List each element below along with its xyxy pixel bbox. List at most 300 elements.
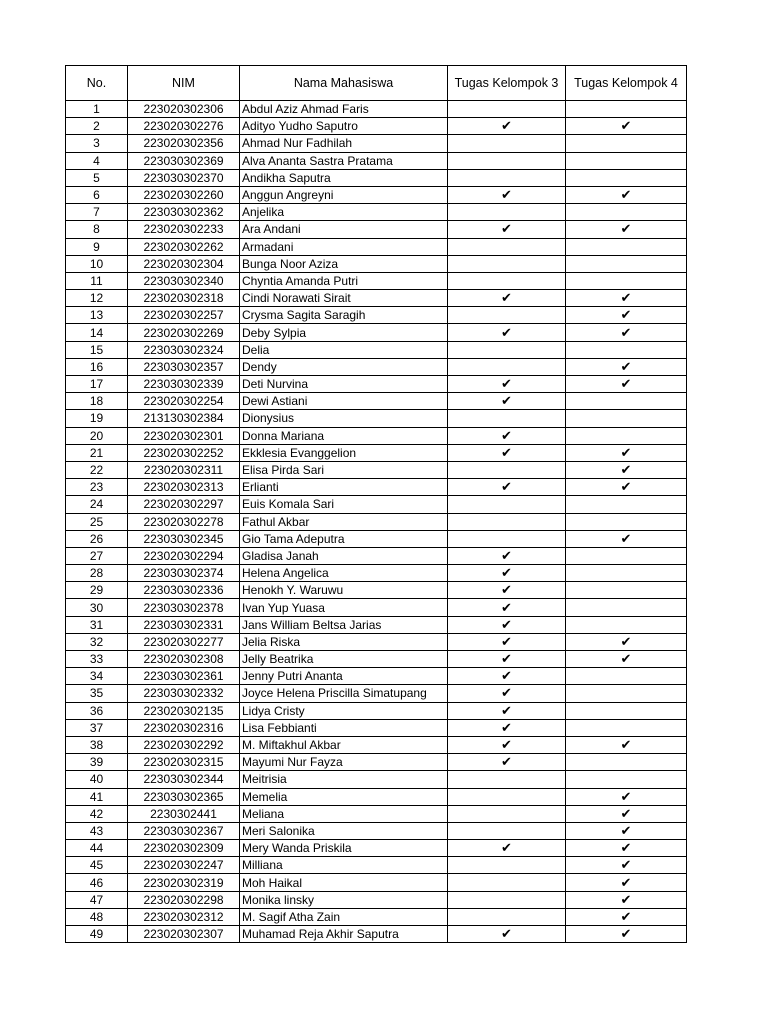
table-row: [66, 805, 687, 822]
table-row: [66, 341, 687, 358]
tugas-4-cell: [566, 461, 687, 478]
tugas-3-cell: [448, 169, 566, 186]
student-name-cell: Joyce Helena Priscilla Simatupang: [240, 685, 448, 702]
student-table: [65, 65, 687, 943]
student-name-cell: M. Sagif Atha Zain: [240, 908, 448, 925]
table-row: [66, 719, 687, 736]
tugas-4-cell: [566, 513, 687, 530]
check-icon: ✔: [620, 651, 632, 667]
student-name-cell: Ivan Yup Yuasa: [240, 599, 448, 616]
check-icon: ✔: [620, 788, 632, 804]
tugas-4-cell: [566, 822, 687, 839]
check-icon: ✔: [620, 633, 632, 649]
tugas-3-cell: [448, 101, 566, 118]
tugas-3-cell: [448, 410, 566, 427]
tugas-3-cell: [448, 479, 566, 496]
check-icon: ✔: [620, 324, 632, 340]
tugas-3-cell: [448, 238, 566, 255]
nim-cell: 223020302298: [128, 891, 240, 908]
row-number: 37: [66, 719, 128, 736]
row-number: 22: [66, 461, 128, 478]
student-name-cell: Alva Ananta Sastra Pratama: [240, 152, 448, 169]
tugas-3-cell: [448, 857, 566, 874]
tugas-3-cell: [448, 908, 566, 925]
nim-cell: 223020302269: [128, 324, 240, 341]
tugas-3-cell: [448, 376, 566, 393]
tugas-3-cell: [448, 118, 566, 135]
tugas-4-cell: [566, 771, 687, 788]
check-icon: ✔: [620, 891, 632, 907]
tugas-4-cell: [566, 479, 687, 496]
nim-cell: 223030302344: [128, 771, 240, 788]
row-number: 23: [66, 479, 128, 496]
nim-cell: 223030302362: [128, 204, 240, 221]
check-icon: ✔: [501, 926, 512, 942]
nim-cell: 223020302135: [128, 702, 240, 719]
row-number: 15: [66, 341, 128, 358]
student-name-cell: Meliana: [240, 805, 448, 822]
tugas-3-cell: [448, 822, 566, 839]
table-row: [66, 908, 687, 925]
row-number: 8: [66, 221, 128, 238]
nim-cell: 223020302297: [128, 496, 240, 513]
nim-cell: 223020302276: [128, 118, 240, 135]
student-name-cell: Memelia: [240, 788, 448, 805]
tugas-3-cell: [448, 358, 566, 375]
tugas-3-cell: [448, 926, 566, 943]
table-row: [66, 221, 687, 238]
check-icon: ✔: [501, 754, 512, 770]
header-row: [66, 66, 687, 101]
check-icon: ✔: [620, 290, 632, 306]
header-name: Nama Mahasiswa: [240, 66, 448, 101]
check-icon: ✔: [620, 376, 632, 392]
table-row: [66, 702, 687, 719]
row-number: 36: [66, 702, 128, 719]
tugas-4-cell: [566, 427, 687, 444]
check-icon: ✔: [620, 926, 632, 942]
student-name-cell: Dionysius: [240, 410, 448, 427]
header-no: No.: [66, 66, 128, 101]
check-icon: ✔: [620, 479, 632, 495]
table-row: [66, 118, 687, 135]
student-name-cell: Henokh Y. Waruwu: [240, 582, 448, 599]
check-icon: ✔: [501, 840, 512, 856]
row-number: 10: [66, 255, 128, 272]
student-name-cell: Erlianti: [240, 479, 448, 496]
table-row: [66, 599, 687, 616]
nim-cell: 223020302313: [128, 479, 240, 496]
tugas-4-cell: [566, 908, 687, 925]
tugas-3-cell: [448, 788, 566, 805]
row-number: 6: [66, 186, 128, 203]
check-icon: ✔: [501, 616, 512, 632]
nim-cell: 223030302370: [128, 169, 240, 186]
tugas-4-cell: [566, 668, 687, 685]
tugas-3-cell: [448, 152, 566, 169]
check-icon: ✔: [620, 307, 632, 323]
nim-cell: 223020302294: [128, 547, 240, 564]
nim-cell: 223020302301: [128, 427, 240, 444]
tugas-3-cell: [448, 255, 566, 272]
student-name-cell: Adityo Yudho Saputro: [240, 118, 448, 135]
nim-cell: 223020302304: [128, 255, 240, 272]
table-row: [66, 616, 687, 633]
tugas-3-cell: [448, 496, 566, 513]
table-row: [66, 324, 687, 341]
table-row: [66, 272, 687, 289]
student-name-cell: Delia: [240, 341, 448, 358]
tugas-4-cell: [566, 754, 687, 771]
nim-cell: 223030302340: [128, 272, 240, 289]
row-number: 9: [66, 238, 128, 255]
row-number: 49: [66, 926, 128, 943]
check-icon: ✔: [501, 479, 512, 495]
nim-cell: 223030302369: [128, 152, 240, 169]
nim-cell: 223030302357: [128, 358, 240, 375]
tugas-3-cell: [448, 668, 566, 685]
table-row: [66, 255, 687, 272]
table-row: [66, 444, 687, 461]
row-number: 17: [66, 376, 128, 393]
check-icon: ✔: [620, 805, 632, 821]
tugas-4-cell: [566, 152, 687, 169]
student-name-cell: Crysma Sagita Saragih: [240, 307, 448, 324]
tugas-4-cell: [566, 444, 687, 461]
nim-cell: 223020302252: [128, 444, 240, 461]
tugas-4-cell: [566, 169, 687, 186]
check-icon: ✔: [501, 565, 512, 581]
student-name-cell: Lisa Febbianti: [240, 719, 448, 736]
table-row: [66, 633, 687, 650]
header-tugas-4: Tugas Kelompok 4: [566, 66, 687, 101]
table-row: [66, 410, 687, 427]
tugas-4-cell: [566, 324, 687, 341]
check-icon: ✔: [620, 737, 632, 753]
table-row: [66, 135, 687, 152]
tugas-4-cell: [566, 358, 687, 375]
tugas-4-cell: [566, 221, 687, 238]
nim-cell: 223020302278: [128, 513, 240, 530]
nim-cell: 223030302345: [128, 530, 240, 547]
tugas-4-cell: [566, 307, 687, 324]
nim-cell: 223020302308: [128, 651, 240, 668]
row-number: 48: [66, 908, 128, 925]
table-row: [66, 857, 687, 874]
tugas-3-cell: [448, 599, 566, 616]
check-icon: ✔: [501, 221, 512, 237]
row-number: 21: [66, 444, 128, 461]
tugas-4-cell: [566, 530, 687, 547]
row-number: 18: [66, 393, 128, 410]
check-icon: ✔: [620, 530, 632, 546]
tugas-4-cell: [566, 204, 687, 221]
check-icon: ✔: [620, 822, 632, 838]
student-name-cell: Anggun Angreyni: [240, 186, 448, 203]
table-row: [66, 891, 687, 908]
tugas-4-cell: [566, 857, 687, 874]
row-number: 7: [66, 204, 128, 221]
nim-cell: 223020302319: [128, 874, 240, 891]
tugas-4-cell: [566, 186, 687, 203]
nim-cell: 223020302316: [128, 719, 240, 736]
student-name-cell: Anjelika: [240, 204, 448, 221]
tugas-3-cell: [448, 616, 566, 633]
table-row: [66, 513, 687, 530]
table-row: [66, 754, 687, 771]
table-row: [66, 736, 687, 753]
row-number: 42: [66, 805, 128, 822]
tugas-3-cell: [448, 805, 566, 822]
nim-cell: 223020302315: [128, 754, 240, 771]
tugas-4-cell: [566, 272, 687, 289]
student-name-cell: Donna Mariana: [240, 427, 448, 444]
row-number: 28: [66, 565, 128, 582]
row-number: 29: [66, 582, 128, 599]
student-name-cell: Bunga Noor Aziza: [240, 255, 448, 272]
tugas-4-cell: [566, 891, 687, 908]
table-row: [66, 840, 687, 857]
tugas-3-cell: [448, 290, 566, 307]
tugas-4-cell: [566, 616, 687, 633]
check-icon: ✔: [620, 840, 632, 856]
student-name-cell: Chyntia Amanda Putri: [240, 272, 448, 289]
check-icon: ✔: [620, 118, 632, 134]
tugas-4-cell: [566, 393, 687, 410]
tugas-3-cell: [448, 341, 566, 358]
nim-cell: 223030302367: [128, 822, 240, 839]
table-row: [66, 427, 687, 444]
tugas-3-cell: [448, 771, 566, 788]
table-row: [66, 393, 687, 410]
student-name-cell: Jenny Putri Ananta: [240, 668, 448, 685]
nim-cell: 223020302277: [128, 633, 240, 650]
check-icon: ✔: [620, 444, 632, 460]
tugas-3-cell: [448, 530, 566, 547]
tugas-4-cell: [566, 599, 687, 616]
table-row: [66, 358, 687, 375]
table-row: [66, 565, 687, 582]
tugas-3-cell: [448, 513, 566, 530]
nim-cell: 223020302309: [128, 840, 240, 857]
nim-cell: 223030302365: [128, 788, 240, 805]
table-row: [66, 668, 687, 685]
table-row: [66, 496, 687, 513]
student-name-cell: Abdul Aziz Ahmad Faris: [240, 101, 448, 118]
tugas-4-cell: [566, 736, 687, 753]
nim-cell: 223030302336: [128, 582, 240, 599]
tugas-4-cell: [566, 633, 687, 650]
row-number: 35: [66, 685, 128, 702]
tugas-3-cell: [448, 461, 566, 478]
table-row: [66, 152, 687, 169]
tugas-3-cell: [448, 685, 566, 702]
row-number: 38: [66, 736, 128, 753]
nim-cell: 223020302356: [128, 135, 240, 152]
tugas-4-cell: [566, 496, 687, 513]
tugas-4-cell: [566, 290, 687, 307]
row-number: 31: [66, 616, 128, 633]
check-icon: ✔: [501, 651, 512, 667]
check-icon: ✔: [620, 874, 632, 890]
tugas-4-cell: [566, 788, 687, 805]
tugas-4-cell: [566, 101, 687, 118]
student-name-cell: M. Miftakhul Akbar: [240, 736, 448, 753]
tugas-4-cell: [566, 685, 687, 702]
header-tugas-3: Tugas Kelompok 3: [448, 66, 566, 101]
table-row: [66, 788, 687, 805]
row-number: 11: [66, 272, 128, 289]
check-icon: ✔: [501, 444, 512, 460]
tugas-4-cell: [566, 582, 687, 599]
nim-cell: 223020302312: [128, 908, 240, 925]
tugas-3-cell: [448, 702, 566, 719]
nim-cell: 223020302254: [128, 393, 240, 410]
tugas-3-cell: [448, 565, 566, 582]
row-number: 46: [66, 874, 128, 891]
tugas-3-cell: [448, 272, 566, 289]
nim-cell: 223030302332: [128, 685, 240, 702]
student-name-cell: Jans William Beltsa Jarias: [240, 616, 448, 633]
nim-cell: 223020302306: [128, 101, 240, 118]
table-row: [66, 926, 687, 943]
row-number: 25: [66, 513, 128, 530]
tugas-3-cell: [448, 840, 566, 857]
table-row: [66, 582, 687, 599]
tugas-3-cell: [448, 547, 566, 564]
check-icon: ✔: [501, 290, 512, 306]
table-row: [66, 461, 687, 478]
check-icon: ✔: [501, 187, 512, 203]
table-row: [66, 204, 687, 221]
check-icon: ✔: [620, 358, 632, 374]
row-number: 26: [66, 530, 128, 547]
check-icon: ✔: [501, 547, 512, 563]
tugas-3-cell: [448, 324, 566, 341]
row-number: 1: [66, 101, 128, 118]
table-row: [66, 307, 687, 324]
tugas-3-cell: [448, 874, 566, 891]
check-icon: ✔: [620, 221, 632, 237]
tugas-3-cell: [448, 736, 566, 753]
check-icon: ✔: [501, 324, 512, 340]
row-number: 27: [66, 547, 128, 564]
check-icon: ✔: [501, 685, 512, 701]
tugas-4-cell: [566, 651, 687, 668]
nim-cell: 223030302378: [128, 599, 240, 616]
table-row: [66, 547, 687, 564]
tugas-4-cell: [566, 255, 687, 272]
student-name-cell: Armadani: [240, 238, 448, 255]
row-number: 19: [66, 410, 128, 427]
table-row: [66, 290, 687, 307]
table-row: [66, 651, 687, 668]
check-icon: ✔: [620, 462, 632, 478]
table-row: [66, 771, 687, 788]
nim-cell: 223020302292: [128, 736, 240, 753]
check-icon: ✔: [501, 702, 512, 718]
student-name-cell: Mayumi Nur Fayza: [240, 754, 448, 771]
nim-cell: 223030302324: [128, 341, 240, 358]
table-row: [66, 822, 687, 839]
row-number: 16: [66, 358, 128, 375]
row-number: 24: [66, 496, 128, 513]
nim-cell: 223030302361: [128, 668, 240, 685]
row-number: 40: [66, 771, 128, 788]
nim-cell: 223020302257: [128, 307, 240, 324]
table-row: [66, 376, 687, 393]
table-row: [66, 169, 687, 186]
row-number: 45: [66, 857, 128, 874]
row-number: 41: [66, 788, 128, 805]
nim-cell: 223020302233: [128, 221, 240, 238]
row-number: 30: [66, 599, 128, 616]
student-name-cell: Monika linsky: [240, 891, 448, 908]
student-name-cell: Deby Sylpia: [240, 324, 448, 341]
tugas-4-cell: [566, 341, 687, 358]
student-name-cell: Muhamad Reja Akhir Saputra: [240, 926, 448, 943]
student-name-cell: Euis Komala Sari: [240, 496, 448, 513]
tugas-3-cell: [448, 719, 566, 736]
nim-cell: 223020302311: [128, 461, 240, 478]
nim-cell: 223030302374: [128, 565, 240, 582]
student-name-cell: Deti Nurvina: [240, 376, 448, 393]
student-name-cell: Ekklesia Evanggelion: [240, 444, 448, 461]
tugas-4-cell: [566, 805, 687, 822]
student-name-cell: Fathul Akbar: [240, 513, 448, 530]
tugas-3-cell: [448, 582, 566, 599]
tugas-3-cell: [448, 186, 566, 203]
check-icon: ✔: [620, 908, 632, 924]
student-name-cell: Gladisa Janah: [240, 547, 448, 564]
row-number: 3: [66, 135, 128, 152]
check-icon: ✔: [501, 719, 512, 735]
student-name-cell: Jelia Riska: [240, 633, 448, 650]
row-number: 5: [66, 169, 128, 186]
tugas-3-cell: [448, 135, 566, 152]
tugas-3-cell: [448, 651, 566, 668]
check-icon: ✔: [501, 582, 512, 598]
tugas-3-cell: [448, 307, 566, 324]
tugas-4-cell: [566, 840, 687, 857]
tugas-3-cell: [448, 754, 566, 771]
tugas-4-cell: [566, 874, 687, 891]
student-name-cell: Ahmad Nur Fadhilah: [240, 135, 448, 152]
tugas-3-cell: [448, 204, 566, 221]
tugas-4-cell: [566, 118, 687, 135]
nim-cell: 223030302331: [128, 616, 240, 633]
tugas-4-cell: [566, 238, 687, 255]
check-icon: ✔: [501, 633, 512, 649]
tugas-4-cell: [566, 702, 687, 719]
row-number: 20: [66, 427, 128, 444]
row-number: 34: [66, 668, 128, 685]
student-name-cell: Andikha Saputra: [240, 169, 448, 186]
nim-cell: 2230302441: [128, 805, 240, 822]
check-icon: ✔: [501, 599, 512, 615]
tugas-4-cell: [566, 376, 687, 393]
tugas-4-cell: [566, 719, 687, 736]
row-number: 47: [66, 891, 128, 908]
check-icon: ✔: [501, 668, 512, 684]
header-nim: NIM: [128, 66, 240, 101]
tugas-3-cell: [448, 633, 566, 650]
check-icon: ✔: [501, 393, 512, 409]
table-row: [66, 238, 687, 255]
nim-cell: 223030302339: [128, 376, 240, 393]
nim-cell: 223020302247: [128, 857, 240, 874]
tugas-4-cell: [566, 565, 687, 582]
